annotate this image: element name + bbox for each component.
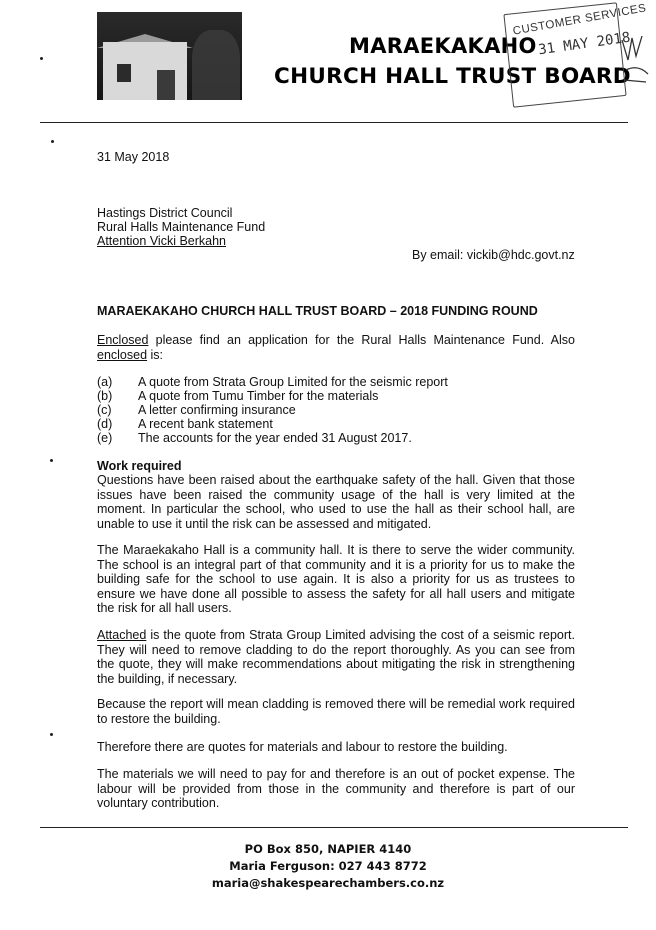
scan-speck <box>50 733 53 736</box>
stamp-date: 31 MAY 2018 <box>537 29 632 59</box>
intro-text: please find an application for the Rural Halls Maintenance Fund. Also <box>148 333 575 347</box>
recipient-line2: Rural Halls Maintenance Fund <box>97 220 266 234</box>
list-item: A letter confirming insurance <box>138 403 296 417</box>
footer-contact: Maria Ferguson: 027 443 8772 <box>229 859 427 873</box>
paragraph-materials-labour: The materials we will need to pay for and therefore is an out of pocket expense. The labour will be provided from those in the community and therefore is part of our voluntary contribution. <box>97 767 575 810</box>
recipient-attention: Attention Vicki Berkahn <box>97 234 227 248</box>
handwritten-signature <box>618 20 652 90</box>
attached-word: Attached <box>97 628 147 642</box>
list-item: A quote from Tumu Timber for the materials <box>138 389 379 403</box>
scan-speck <box>51 140 54 143</box>
hall-photo <box>97 12 242 100</box>
paragraph-safety-concerns: Questions have been raised about the earthquake safety of the hall. Given that those issues have been raised the community usage of the hall is very limited at the moment. In particular the school, who used to use the hall as their school hall, are unable to use it until the risk can be assessed and mitigated. <box>97 473 575 531</box>
enclosed-word: Enclosed <box>97 333 149 347</box>
scan-speck <box>50 459 53 462</box>
recipient-line1: Hastings District Council <box>97 206 233 220</box>
email-line: By email: vickib@hdc.govt.nz <box>412 248 575 262</box>
footer-address: PO Box 850, NAPIER 4140 <box>244 842 412 856</box>
intro-paragraph <box>97 333 575 362</box>
stamp-label: CUSTOMER SERVICES <box>511 2 648 38</box>
letter-date: 31 May 2018 <box>97 150 170 164</box>
list-item: A recent bank statement <box>138 417 273 431</box>
footer-divider <box>40 827 628 828</box>
paragraph-remedial-work: Because the report will mean cladding is removed there will be remedial work required to restore the building. <box>97 697 575 726</box>
list-item: A quote from Strata Group Limited for the seismic report <box>138 375 448 389</box>
paragraph-quotes: Therefore there are quotes for materials and labour to restore the building. <box>97 740 508 754</box>
paragraph-community-hall: The Maraekakaho Hall is a community hall. It is there to serve the wider community. The school is an integral part of that community and it is a priority for us to make the building safe for the school to use again. It is also a priority for us as trustees to ensure we have done all possible to assess the safety for all hall users and mitigate the risk for all hall users. <box>97 543 575 615</box>
list-item-key: (b) <box>97 389 113 403</box>
header-divider <box>40 122 628 123</box>
list-item-key: (a) <box>97 375 113 389</box>
intro-text-2: is: <box>147 347 164 362</box>
paragraph-attached-quote <box>97 628 575 686</box>
work-required-heading: Work required <box>97 459 182 473</box>
list-item-key: (e) <box>97 431 113 445</box>
footer-email: maria@shakespearechambers.co.nz <box>211 876 445 890</box>
enclosed-word-2: enclosed <box>97 347 148 362</box>
letterhead-title-line1: MARAEKAKAHO <box>349 34 537 58</box>
list-item-key: (d) <box>97 417 113 431</box>
scan-speck <box>40 57 43 60</box>
list-item: The accounts for the year ended 31 August 2017. <box>138 431 412 445</box>
list-item-key: (c) <box>97 403 112 417</box>
subject-heading: MARAEKAKAHO CHURCH HALL TRUST BOARD – 2018 FUNDING ROUND <box>97 304 538 318</box>
letterhead-title-line2: CHURCH HALL TRUST BOARD <box>274 64 631 89</box>
attached-text: is the quote from Strata Group Limited advising the cost of a seismic report. They will need to remove cladding to do the report thoroughly. As you can see from the quote, they will make recommendations about mitigating the risk in strengthening the building, if necessary. <box>97 628 575 686</box>
